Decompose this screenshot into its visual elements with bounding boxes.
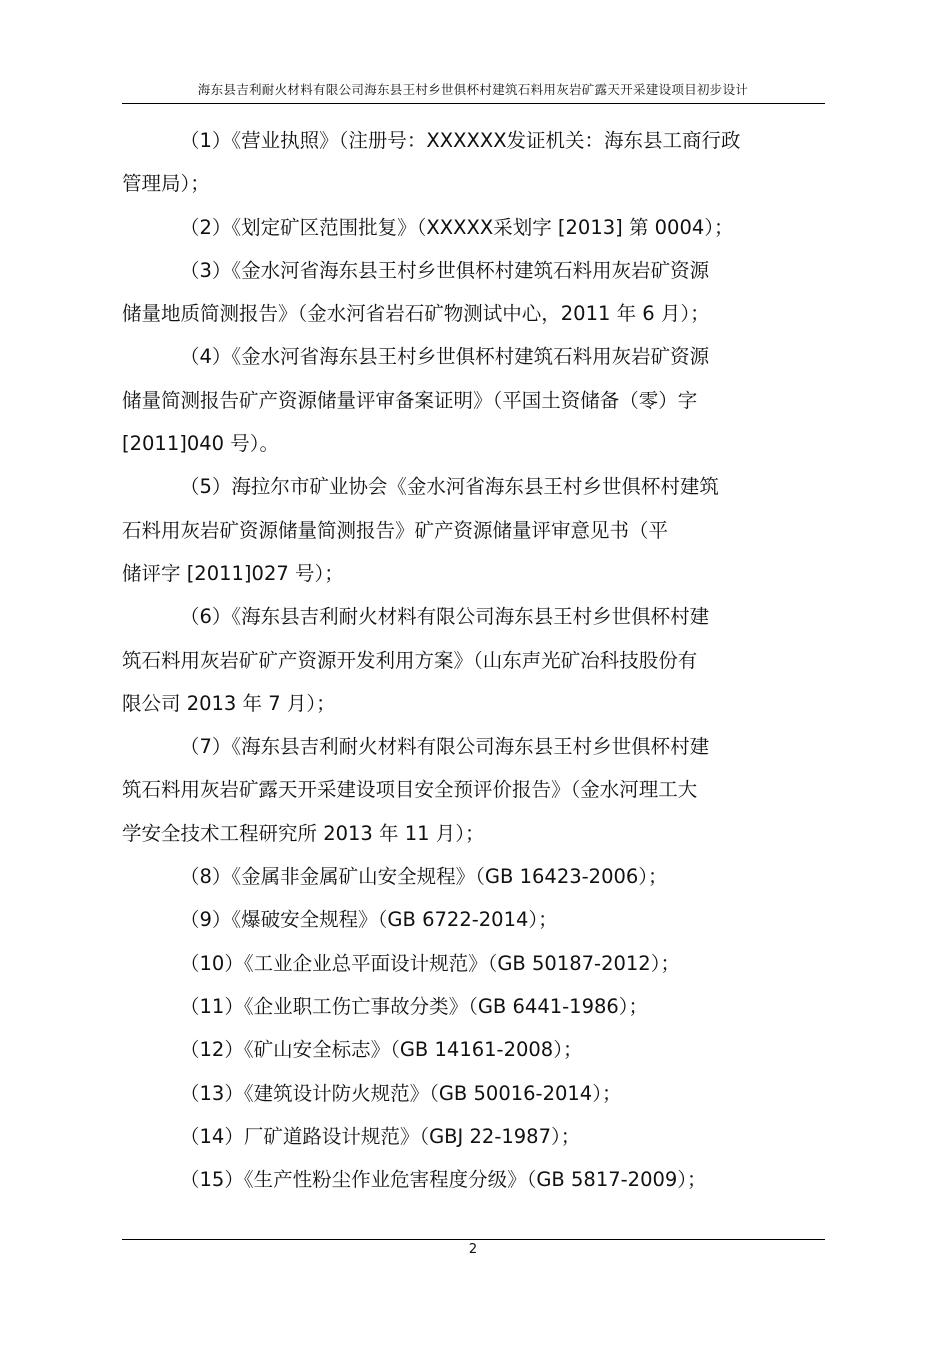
line-21: （11）《企业职工伤亡事故分类》（GB 6441-1986）； <box>180 994 649 1018</box>
line-25: （15）《生产性粉尘作业危害程度分级》（GB 5817-2009）； <box>180 1168 707 1192</box>
page-number: 2 <box>468 1242 478 1257</box>
header-rule <box>122 103 825 104</box>
line-6: （4）《金水河省海东县王村乡世俱杯村建筑石料用灰岩矿资源 <box>180 345 710 369</box>
line-17: 学安全技术工程研究所 2013 年 11 月）； <box>122 821 485 845</box>
line-8: [2011]040 号）。 <box>122 432 280 456</box>
line-5: 储量地质简测报告》（金水河省岩石矿物测试中心，2011 年 6 月）； <box>122 302 710 326</box>
line-9: （5）海拉尔市矿业协会《金水河省海东县王村乡世俱杯村建筑 <box>180 475 719 499</box>
line-19: （9）《爆破安全规程》（GB 6722-2014）； <box>180 908 558 932</box>
line-14: 限公司 2013 年 7 月）； <box>122 691 336 715</box>
running-header: 海东县吉利耐火材料有限公司海东县王村乡世俱杯村建筑石料用灰岩矿露天开采建设项目初步设计 <box>197 82 749 97</box>
line-7: 储量简测报告矿产资源储量评审备案证明》（平国土资储备（零）字 <box>122 388 698 412</box>
document-body <box>122 119 824 1201</box>
line-4: （3）《金水河省海东县王村乡世俱杯村建筑石料用灰岩矿资源 <box>180 258 710 282</box>
line-2: 管理局）； <box>122 172 210 196</box>
footer-rule <box>122 1239 825 1240</box>
line-3: （2）《划定矿区范围批复》（XXXXX采划字 [2013] 第 0004）； <box>180 215 734 239</box>
line-11: 储评字 [2011]027 号）； <box>122 561 344 585</box>
line-12: （6）《海东县吉利耐火材料有限公司海东县王村乡世俱杯村建 <box>180 605 710 629</box>
line-13: 筑石料用灰岩矿矿产资源开发利用方案》（山东声光矿冶科技股份有 <box>122 648 698 672</box>
line-10: 石料用灰岩矿资源储量简测报告》矿产资源储量评审意见书（平 <box>122 518 669 542</box>
line-1: （1）《营业执照》（注册号：XXXXXX发证机关：海东县工商行政 <box>180 129 741 152</box>
line-24: （14）厂矿道路设计规范》（GBJ 22-1987）； <box>180 1124 581 1148</box>
line-23: （13）《建筑设计防火规范》（GB 50016-2014）； <box>180 1081 622 1105</box>
line-15: （7）《海东县吉利耐火材料有限公司海东县王村乡世俱杯村建 <box>180 735 710 759</box>
line-16: 筑石料用灰岩矿露天开采建设项目安全预评价报告》（金水河理工大 <box>122 778 698 802</box>
line-18: （8）《金属非金属矿山安全规程》（GB 16423-2006）； <box>180 865 668 889</box>
line-20: （10）《工业企业总平面设计规范》（GB 50187-2012）； <box>180 951 680 975</box>
line-22: （12）《矿山安全标志》（GB 14161-2008）； <box>180 1038 583 1062</box>
